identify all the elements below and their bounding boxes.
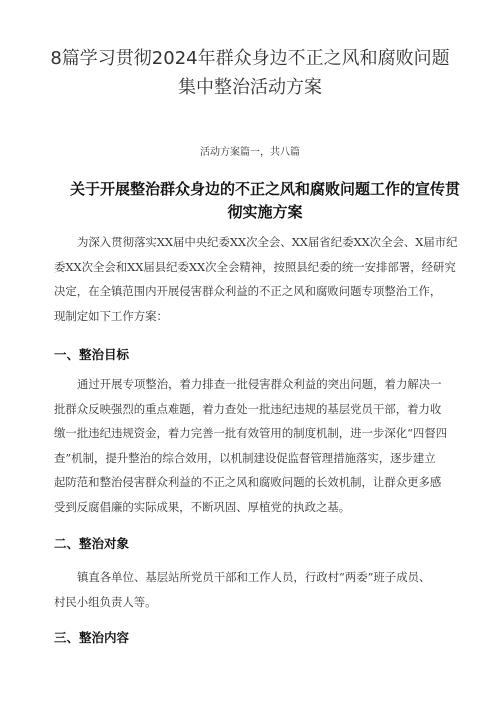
document-subtitle: 活动方案篇一，共八篇 [200, 147, 300, 158]
text-line: 决定，在全镇范围内开展侵害群众利益的不正之风和腐败问题专项整治工作， [54, 284, 442, 298]
text-line: 受到反腐倡廉的实际成果，不断巩固、厚植党的执政之基。 [54, 499, 351, 514]
text-line: 起防范和整治侵害群众利益的不正之风和腐败问题的长效机制，让群众更多感 [54, 475, 442, 489]
section-goals-paragraph [54, 372, 454, 519]
text-line: 镇直各单位、基层站所党员干部和工作人员，行政村“两委”班子成员、 [77, 570, 431, 584]
section-targets-paragraph [54, 565, 454, 614]
section-heading-targets: 二、整治对象 [54, 536, 130, 551]
document-title-line-2: 集中整治活动方案 [178, 77, 322, 98]
section-heading-goals: 一、整治目标 [54, 347, 130, 362]
text-line: 查”机制，提升整治的综合效用，以机制建设促监督管理措施落实，逐步建立 [54, 450, 436, 465]
section-heading-content: 三、整治内容 [54, 630, 130, 645]
article-heading-line-1: 关于开展整治群众身边的不正之风和腐败问题工作的宣传贯 [69, 180, 460, 198]
text-line: 现制定如下工作方案： [54, 308, 168, 323]
text-line: 村民小组负责人等。 [54, 594, 157, 609]
text-line: 批群众反映强烈的重点难题，着力查处一批违纪违规的基层党员干部，着力收 [54, 401, 442, 416]
article-heading-line-2: 彻实施方案 [227, 203, 303, 221]
document-title-line-1: 8篇学习贯彻2024年群众身边不正之风和腐败问题 [50, 48, 450, 69]
text-line: 为深入贯彻落实XX届中央纪委XX次全会、XX届省纪委XX次全会、X届市纪 [77, 235, 458, 249]
text-line: 缴一批违纪违规资金，着力完善一批有效管用的制度机制，进一步深化“四督四 [54, 426, 448, 440]
text-line: 通过开展专项整治，着力排查一批侵害群众利益的突出问题，着力解决一 [77, 377, 442, 391]
text-line: 委XX次全会和XX届县纪委XX次全会精神，按照县纪委的统一安排部署，经研究 [54, 259, 456, 274]
intro-paragraph [54, 230, 458, 328]
